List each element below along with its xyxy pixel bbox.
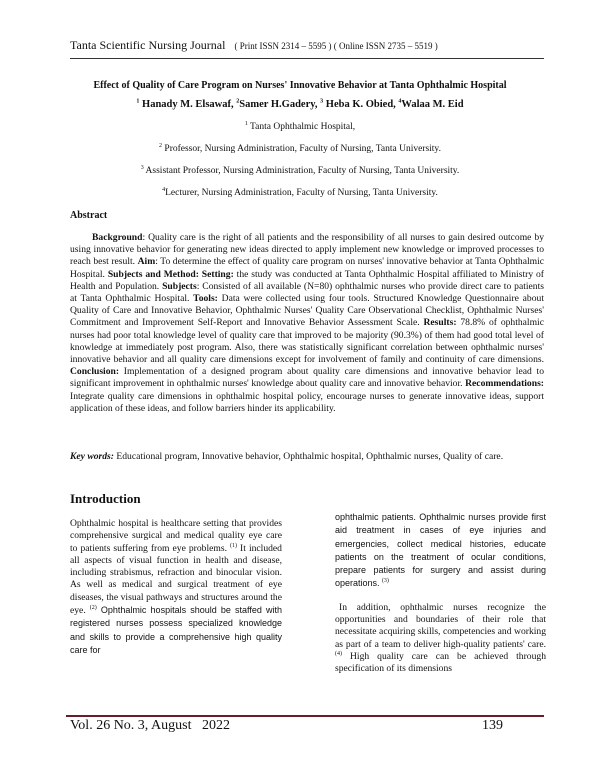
citation: (1) — [230, 542, 238, 549]
keywords-text: Educational program, Innovative behavior, Ophthalmic hospital, Ophthalmic nurses, Quality of care. — [113, 451, 504, 462]
citation: (2) — [89, 604, 97, 611]
column-left — [70, 518, 282, 668]
section-heading-introduction: Introduction — [70, 491, 141, 506]
affiliation-4: $^4$Lecturer, Nursing Administration, Faculty of Nursing, Tanta University. — [162, 186, 438, 198]
citation: (4) — [335, 650, 342, 657]
affiliation-1: $^1$ Tanta Ophthalmic Hospital, — [244, 120, 356, 132]
author-name: Walaa M. Eid — [401, 99, 464, 110]
author-list: $^1$ Hanady M. Elsawaf, $^2$Samer H.Gadery, $^3$ Heba K. Obied, $^4$Walaa M. Eid — [136, 98, 464, 110]
citation: (3) — [381, 578, 389, 585]
author-name: Heba K. Obied, — [325, 99, 396, 110]
keywords — [70, 451, 544, 463]
author-name: Samer H.Gadery, — [239, 99, 318, 110]
paragraph: ophthalmic patients. Ophthalmic nurses provide first aid treatment in cases of eye injuries and emergencies, collect medical histories, educate patients on the treatment of ocular conditions, prepare patients for surgery and assist during operations. $^{(3)}$ — [335, 512, 546, 589]
abstract-body: Background: Quality care is the right of all patients and the responsibility of all nurses to gain desired outcome by using innovative behavior for generating new ideas directed to apply implement new knowledge or improved processes to reach best result. Aim: To determine the effect of quality care program on nurses' innovative behavior at Tanta Ophthalmic Hospital. Subjects and Method: Setting: the study was conducted at Tanta Ophthalmic Hospital affiliated to Ministry of Health and Population. Subjects: Consisted of all available (N=80) ophthalmic nurses who provide direct care to patients at Tanta Ophthalmic Hospital. Tools: Data were collected using four tools. Structured Knowledge Questionnaire about Quality of Care and Innovative Behavior, Ophthalmic Nurses' Quality Care Observational Checklist, Ophthalmic Nurses' Commitment and Improvement Self-Report and Innovative Behavior Assessment Scale. Results: 78.8% of ophthalmic nurses had poor total knowledge level of quality care that improved to be majority (90.3%) of them had good total level of knowledge at immediately post program. Also, there was statistically significant correlation between ophthalmic nurses' innovative behavior and all quality care dimensions except for involvement of family and continuity of care dimensions. Conclusion: Implementation of a designed program about quality care dimensions and innovative behavior lead to significant improvement in ophthalmic nurses' knowledge about quality care and innovative behavior. Recommendations: Integrate quality care dimensions in ophthalmic hospital policy, encourage nurses to generate innovative ideas, support application of these ideas, and follow barriers hinder its applicability. — [70, 232, 545, 414]
footer-rule — [66, 715, 544, 717]
article-title: Effect of Quality of Care Program on Nurses' Innovative Behavior at Tanta Ophthalmic Hospital — [93, 80, 507, 91]
abstract-heading: Abstract — [70, 210, 108, 221]
affiliation-2: $^2$ Professor, Nursing Administration, Faculty of Nursing, Tanta University. — [159, 142, 441, 154]
column-right — [335, 511, 546, 687]
paragraph: In addition, ophthalmic nurses recognize the opportunities and boundaries of their role that necessitate acquiring skills, competencies and working as part of a team to deliver high-quality patients' care. $^{(4)}$ High quality care can be achieved through specification of its dimensions — [335, 601, 546, 675]
header-rule — [70, 58, 544, 59]
footer-volume: Vol. 26 No. 3, August 2022 — [70, 718, 230, 733]
paragraph: Ophthalmic hospital is healthcare setting that provides comprehensive surgical and medical quality eye care to patients suffering from eye problems. $^{(1)}$ It included all aspects of visual function in health and disease, including strabismus, refraction and binocular vision. As well as medical and surgical treatment of eye diseases, the visual pathways and structures around the eye. $^{(2)}$ Ophthalmic hospitals should be staffed with registered nurses possess specialized knowledge and skills to provide a comprehensive high quality care for — [70, 518, 283, 655]
journal-name: Tanta Scientific Nursing Journal — [70, 38, 226, 52]
running-header — [70, 38, 550, 53]
affiliation-3: $^3$ Assistant Professor, Nursing Administration, Faculty of Nursing, Tanta University. — [140, 164, 460, 176]
keywords-label: Key words: — [70, 451, 114, 462]
author-name: Hanady M. Elsawaf, — [142, 99, 234, 110]
journal-issn: ( Print ISSN 2314 – 5595 ) ( Online ISSN 2735 – 5519 ) — [234, 41, 438, 51]
page-number: 139 — [482, 718, 503, 733]
